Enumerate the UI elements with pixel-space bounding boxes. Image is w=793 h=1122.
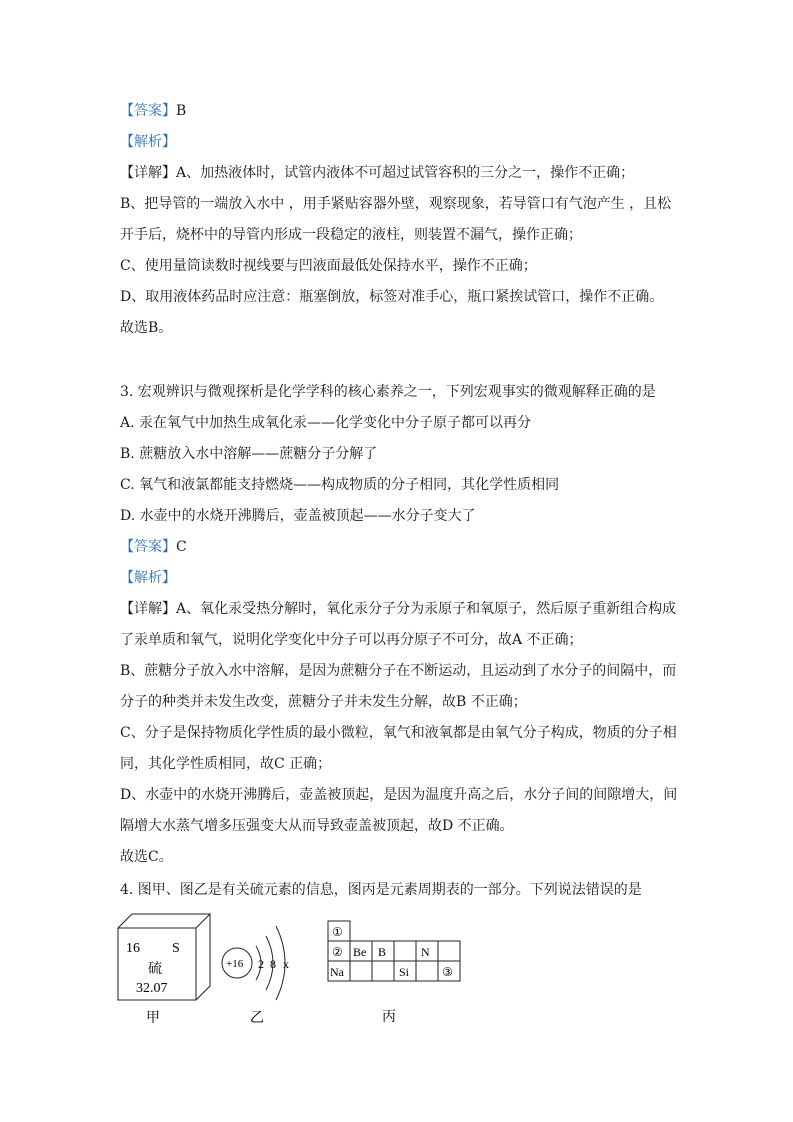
answer-value: B — [176, 103, 187, 119]
atomic-mass: 32.07 — [136, 981, 168, 996]
electron-shell-2: 8 — [270, 957, 276, 971]
q3-line-a: A、氧化汞受热分解时，氧化汞分子分为汞原子和氧原子，然后原子重新组合构成 — [176, 601, 677, 617]
q3-line-c2: 同，其化学性质相同，故C 正确； — [120, 756, 332, 772]
q3-line-b: B、蔗糖分子放入水中溶解，是因为蔗糖分子在不断运动，且运动到了水分子的间隔中，而 — [120, 663, 677, 679]
cell-be: Be — [353, 945, 367, 959]
q3-option-a: A. 汞在氧气中加热生成氧化汞——化学变化中分子原子都可以再分 — [120, 415, 532, 431]
q3-stem: 3. 宏观辨识与微观探析是化学学科的核心素养之一，下列宏观事实的微观解释正确的是 — [120, 384, 656, 400]
caption-yi: 乙 — [250, 1011, 264, 1026]
detail-tag: 【详解】 — [120, 601, 176, 617]
cell-si: Si — [399, 965, 410, 979]
atomic-number: 16 — [126, 941, 140, 956]
q3-option-c: C. 氧气和液氯都能支持燃烧——构成物质的分子相同，其化学性质相同 — [120, 477, 560, 493]
detail-tag: 【详解】 — [120, 165, 176, 181]
electron-shell-3: x — [283, 957, 289, 971]
q3-line-b2: 分子的种类并未发生改变，蔗糖分子并未发生分解，故B 不正确； — [120, 694, 527, 710]
figure-atom-structure — [218, 918, 308, 1028]
q2-line-b: B、把导管的一端放入水中 ，用手紧贴容器外壁，观察现象，若导管口有气泡产生 ，且松 — [120, 196, 672, 212]
cell-n: N — [421, 945, 430, 959]
figure-periodic-table — [322, 917, 472, 1027]
q2-analysis-tag: 【解析】 — [120, 134, 176, 150]
q3-option-d: D. 水壶中的水烧开沸腾后，壶盖被顶起——水分子变大了 — [120, 508, 476, 524]
q2-conclusion: 故选B。 — [120, 320, 173, 336]
q3-line-d: D、水壶中的水烧开沸腾后，壶盖被顶起，是因为温度升高之后，水分子间的间隙增大，间 — [120, 787, 678, 803]
q4-stem: 4. 图甲、图乙是有关硫元素的信息，图丙是元素周期表的一部分。下列说法错误的是 — [120, 882, 642, 898]
q3-line-d2: 隔增大水蒸气增多压强变大从而导致壶盖被顶起，故D 不正确。 — [120, 818, 514, 834]
cell-marker-1: ① — [332, 925, 343, 939]
q2-answer-line — [120, 101, 186, 121]
element-name: 硫 — [148, 962, 162, 977]
cell-na: Na — [330, 965, 344, 979]
cell-marker-2: ② — [332, 945, 343, 959]
q2-detail-line — [120, 163, 634, 183]
figure-element-card — [112, 910, 212, 1032]
element-symbol: S — [172, 941, 180, 956]
q3-conclusion: 故选C。 — [120, 849, 173, 865]
q3-answer-line — [120, 537, 187, 557]
caption-jia: 甲 — [146, 1011, 160, 1026]
answer-value: C — [176, 539, 187, 555]
q3-line-a2: 了汞单质和氧气，说明化学变化中分子可以再分原子不可分，故A 不正确； — [120, 632, 583, 648]
q2-line-d: D、取用液体药品时应注意：瓶塞倒放，标签对准手心，瓶口紧挨试管口，操作不正确。 — [120, 289, 664, 305]
nucleus-charge: +16 — [226, 958, 244, 970]
cell-marker-3: ③ — [442, 965, 453, 979]
electron-shell-1: 2 — [258, 957, 264, 971]
q2-line-a: A、加热液体时，试管内液体不可超过试管容积的三分之一，操作不正确； — [176, 165, 635, 181]
q3-option-b: B. 蔗糖放入水中溶解——蔗糖分子分解了 — [120, 446, 378, 462]
answer-tag: 【答案】 — [120, 103, 176, 119]
q3-detail-line — [120, 599, 676, 619]
answer-tag: 【答案】 — [120, 539, 176, 555]
cell-b: B — [378, 945, 387, 959]
q3-analysis-tag: 【解析】 — [120, 570, 176, 586]
caption-bing: 丙 — [382, 1010, 396, 1025]
q2-line-c: C、使用量筒读数时视线要与凹液面最低处保持水平，操作不正确； — [120, 258, 537, 274]
q3-line-c: C、分子是保持物质化学性质的最小微粒，氧气和液氧都是由氧气分子构成，物质的分子相 — [120, 725, 677, 741]
q2-line-b2: 开手后，烧杯中的导管内形成一段稳定的液柱，则装置不漏气，操作正确； — [120, 227, 582, 243]
